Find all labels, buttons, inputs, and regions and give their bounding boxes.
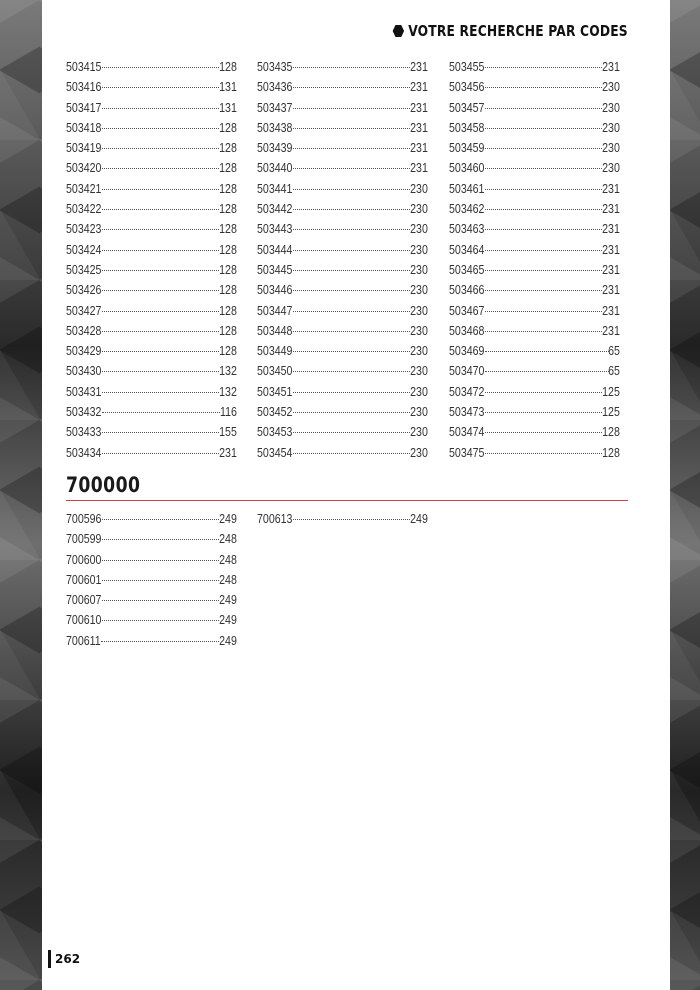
index-entry [449, 158, 620, 178]
leader-dots [485, 128, 602, 129]
entry-code: 503463 [449, 222, 485, 237]
entry-code: 503416 [66, 80, 102, 95]
entry-code: 503428 [66, 323, 102, 338]
index-entry [449, 382, 620, 402]
entry-code: 503433 [66, 425, 102, 440]
index-entry [257, 301, 428, 321]
entry-code: 503429 [66, 344, 102, 359]
entry-page: 230 [410, 425, 428, 440]
index-entry [449, 199, 620, 219]
index-entry [66, 98, 237, 118]
entry-page: 128 [219, 283, 237, 298]
leader-dots [485, 189, 602, 190]
index-entry [449, 341, 620, 361]
leader-dots [102, 270, 219, 271]
entry-code: 503465 [449, 262, 485, 277]
entry-code: 503423 [66, 222, 102, 237]
index-entry [66, 219, 237, 239]
leader-dots [102, 371, 219, 372]
leader-dots [293, 412, 410, 413]
leader-dots [293, 250, 410, 251]
entry-code: 503417 [66, 100, 102, 115]
entry-page: 65 [608, 364, 620, 379]
entry-code: 700613 [257, 512, 293, 526]
leader-dots [293, 189, 410, 190]
leader-dots [293, 87, 410, 88]
entry-page: 231 [602, 181, 620, 196]
entry-page: 230 [410, 181, 428, 196]
entry-page: 132 [219, 364, 237, 379]
index-entry [66, 240, 237, 260]
entry-code: 700601 [66, 572, 102, 587]
entry-code: 503419 [66, 141, 102, 156]
leader-dots [293, 432, 410, 433]
leader-dots [102, 250, 219, 251]
entry-page: 128 [602, 445, 620, 460]
leader-dots [485, 87, 602, 88]
index-entry [449, 57, 620, 77]
leader-dots [485, 331, 602, 332]
leader-dots [293, 331, 410, 332]
leader-dots [102, 108, 219, 109]
leader-dots [102, 311, 219, 312]
entry-page: 231 [410, 100, 428, 115]
index-column-2 [257, 57, 428, 463]
entry-code: 700596 [66, 512, 102, 526]
leader-dots [102, 189, 219, 190]
index-entry [66, 443, 237, 463]
leader-dots [485, 311, 602, 312]
index-entry [257, 260, 428, 280]
entry-page: 132 [219, 384, 237, 399]
leader-dots [293, 128, 410, 129]
entry-page: 231 [602, 242, 620, 257]
entry-page: 128 [219, 60, 237, 74]
index-entry [449, 260, 620, 280]
index-entry [449, 219, 620, 239]
leader-dots [485, 229, 602, 230]
entry-code: 503425 [66, 262, 102, 277]
leader-dots [102, 600, 219, 601]
entry-code: 503441 [257, 181, 293, 196]
entry-code: 503450 [257, 364, 293, 379]
leader-dots [293, 351, 410, 352]
entry-page: 230 [410, 283, 428, 298]
leader-dots [293, 311, 410, 312]
entry-page: 131 [219, 80, 237, 95]
entry-page: 128 [219, 344, 237, 359]
leader-dots [293, 209, 410, 210]
index-entry [66, 570, 237, 590]
entry-page: 230 [410, 384, 428, 399]
entry-page: 125 [602, 384, 620, 399]
entry-code: 503474 [449, 425, 485, 440]
index-entry [257, 219, 428, 239]
index-entry [66, 179, 237, 199]
entry-page: 231 [410, 141, 428, 156]
entry-page: 128 [219, 181, 237, 196]
index-entry [66, 529, 237, 549]
index-entry [257, 118, 428, 138]
page-header [393, 22, 628, 40]
page-number: 262 [55, 952, 81, 966]
entry-code: 700599 [66, 532, 102, 547]
entry-page: 131 [219, 100, 237, 115]
leader-dots [102, 148, 219, 149]
page-footer [48, 950, 80, 968]
entry-code: 503452 [257, 405, 293, 420]
entry-code: 503430 [66, 364, 102, 379]
entry-page: 230 [602, 161, 620, 176]
index-entry [449, 443, 620, 463]
leader-dots [485, 250, 602, 251]
leader-dots [485, 453, 602, 454]
entry-code: 503434 [66, 445, 102, 460]
entry-page: 231 [602, 303, 620, 318]
leader-dots [485, 67, 602, 68]
leader-dots [485, 412, 602, 413]
entry-page: 231 [410, 161, 428, 176]
leader-dots [102, 209, 219, 210]
entry-code: 503460 [449, 161, 485, 176]
section-column-2 [257, 509, 428, 529]
entry-page: 230 [410, 445, 428, 460]
index-entry [66, 550, 237, 570]
entry-code: 503432 [66, 405, 102, 420]
leader-dots [101, 641, 219, 642]
entry-code: 503467 [449, 303, 485, 318]
index-entry [257, 443, 428, 463]
entry-code: 503438 [257, 120, 293, 135]
index-entry [66, 118, 237, 138]
index-entry [449, 321, 620, 341]
entry-code: 503453 [257, 425, 293, 440]
entry-code: 700607 [66, 593, 102, 608]
index-entry [66, 199, 237, 219]
entry-code: 503458 [449, 120, 485, 135]
entry-page: 231 [410, 80, 428, 95]
index-entry [449, 301, 620, 321]
entry-page: 231 [602, 222, 620, 237]
entry-page: 230 [410, 405, 428, 420]
entry-page: 230 [410, 222, 428, 237]
entry-page: 249 [219, 593, 237, 608]
entry-page: 230 [602, 80, 620, 95]
entry-page: 128 [219, 161, 237, 176]
entry-code: 503456 [449, 80, 485, 95]
leader-dots [293, 519, 410, 520]
entry-page: 249 [219, 512, 237, 526]
index-entry [66, 321, 237, 341]
entry-page: 249 [410, 512, 428, 526]
index-entry [257, 402, 428, 422]
leader-dots [293, 148, 410, 149]
entry-code: 503426 [66, 283, 102, 298]
leader-dots [102, 168, 219, 169]
entry-code: 503440 [257, 161, 293, 176]
entry-code: 503451 [257, 384, 293, 399]
entry-code: 503445 [257, 262, 293, 277]
index-entry [257, 422, 428, 442]
leader-dots [102, 128, 219, 129]
index-entry [257, 199, 428, 219]
entry-code: 503415 [66, 60, 102, 74]
index-entry [449, 402, 620, 422]
entry-page: 231 [410, 60, 428, 74]
leader-dots [293, 392, 410, 393]
entry-code: 503431 [66, 384, 102, 399]
entry-code: 503457 [449, 100, 485, 115]
index-entry [257, 382, 428, 402]
entry-page: 230 [410, 323, 428, 338]
entry-page: 128 [219, 242, 237, 257]
entry-code: 503454 [257, 445, 293, 460]
index-entry [66, 341, 237, 361]
leader-dots [102, 620, 219, 621]
entry-code: 503437 [257, 100, 293, 115]
leader-dots [102, 432, 219, 433]
entry-page: 116 [220, 405, 237, 420]
index-entry [66, 77, 237, 97]
entry-page: 230 [410, 202, 428, 217]
entry-code: 503446 [257, 283, 293, 298]
index-entry [257, 280, 428, 300]
index-entry [449, 422, 620, 442]
index-entry [257, 77, 428, 97]
index-entry [66, 57, 237, 77]
entry-page: 231 [602, 60, 620, 74]
index-entry [257, 57, 428, 77]
index-entry [257, 158, 428, 178]
leader-dots [102, 87, 219, 88]
entry-page: 230 [410, 344, 428, 359]
entry-page: 249 [219, 613, 237, 628]
index-entry [66, 422, 237, 442]
hexagon-icon [393, 24, 404, 38]
leader-dots [293, 453, 410, 454]
entry-code: 503444 [257, 242, 293, 257]
entry-page: 231 [410, 120, 428, 135]
leader-dots [293, 168, 410, 169]
leader-dots [293, 229, 410, 230]
index-entry [257, 509, 428, 529]
entry-page: 128 [219, 202, 237, 217]
index-entry [257, 98, 428, 118]
entry-code: 503466 [449, 283, 485, 298]
index-entry [449, 280, 620, 300]
left-margin-texture [0, 0, 42, 990]
index-entry [66, 402, 237, 422]
entry-code: 503427 [66, 303, 102, 318]
leader-dots [102, 229, 219, 230]
entry-code: 503424 [66, 242, 102, 257]
section-title: 700000 [66, 473, 141, 497]
entry-code: 503461 [449, 181, 485, 196]
leader-dots [102, 351, 219, 352]
entry-page: 128 [219, 120, 237, 135]
entry-code: 503470 [449, 364, 485, 379]
section-column-1 [66, 509, 237, 651]
entry-code: 503462 [449, 202, 485, 217]
entry-page: 230 [602, 100, 620, 115]
entry-code: 503472 [449, 384, 485, 399]
entry-code: 700600 [66, 552, 102, 567]
entry-code: 503422 [66, 202, 102, 217]
leader-dots [485, 270, 602, 271]
index-entry [257, 240, 428, 260]
index-column-1 [66, 57, 237, 463]
leader-dots [102, 392, 219, 393]
leader-dots [485, 371, 609, 372]
entry-page: 248 [219, 572, 237, 587]
entry-code: 503439 [257, 141, 293, 156]
leader-dots [102, 412, 220, 413]
index-entry [66, 631, 237, 651]
index-entry [257, 179, 428, 199]
entry-page: 231 [602, 262, 620, 277]
index-entry [449, 179, 620, 199]
entry-code: 503468 [449, 323, 485, 338]
section-divider [66, 500, 628, 501]
index-entry [66, 590, 237, 610]
entry-code: 503443 [257, 222, 293, 237]
index-entry [449, 98, 620, 118]
right-margin-texture [670, 0, 700, 990]
entry-page: 230 [410, 242, 428, 257]
index-entry [66, 280, 237, 300]
index-entry [66, 301, 237, 321]
entry-code: 503464 [449, 242, 485, 257]
index-column-3 [449, 57, 620, 463]
leader-dots [485, 351, 609, 352]
index-entry [449, 361, 620, 381]
leader-dots [485, 392, 602, 393]
entry-page: 125 [602, 405, 620, 420]
index-entry [257, 321, 428, 341]
entry-page: 155 [219, 425, 237, 440]
leader-dots [485, 290, 602, 291]
leader-dots [102, 560, 219, 561]
leader-dots [102, 519, 219, 520]
entry-code: 503436 [257, 80, 293, 95]
footer-bar [48, 950, 51, 968]
index-entry [449, 118, 620, 138]
entry-page: 128 [219, 222, 237, 237]
entry-page: 231 [219, 445, 237, 460]
entry-page: 231 [602, 323, 620, 338]
entry-code: 503435 [257, 60, 293, 74]
index-entry [66, 382, 237, 402]
entry-page: 128 [602, 425, 620, 440]
leader-dots [102, 331, 219, 332]
entry-code: 503448 [257, 323, 293, 338]
entry-page: 128 [219, 262, 237, 277]
leader-dots [102, 453, 219, 454]
leader-dots [485, 108, 602, 109]
leader-dots [102, 290, 219, 291]
leader-dots [102, 580, 219, 581]
entry-code: 503420 [66, 161, 102, 176]
index-entry [257, 361, 428, 381]
index-entry [66, 610, 237, 630]
entry-page: 231 [602, 202, 620, 217]
index-entry [66, 509, 237, 529]
leader-dots [293, 290, 410, 291]
entry-page: 128 [219, 303, 237, 318]
leader-dots [102, 67, 219, 68]
entry-page: 249 [219, 633, 237, 648]
index-entry [257, 138, 428, 158]
leader-dots [293, 270, 410, 271]
entry-page: 230 [410, 303, 428, 318]
entry-code: 503455 [449, 60, 485, 74]
entry-page: 230 [602, 141, 620, 156]
entry-code: 503469 [449, 344, 485, 359]
leader-dots [293, 371, 410, 372]
entry-code: 503421 [66, 181, 102, 196]
index-entry [66, 361, 237, 381]
entry-code: 503447 [257, 303, 293, 318]
index-entry [449, 138, 620, 158]
entry-code: 503449 [257, 344, 293, 359]
index-entry [449, 240, 620, 260]
entry-page: 230 [602, 120, 620, 135]
entry-page: 128 [219, 141, 237, 156]
index-entry [449, 77, 620, 97]
header-title: VOTRE RECHERCHE PAR CODES [408, 22, 628, 40]
index-entry [66, 158, 237, 178]
leader-dots [485, 209, 602, 210]
entry-code: 503473 [449, 405, 485, 420]
entry-page: 248 [219, 552, 237, 567]
index-entry [257, 341, 428, 361]
leader-dots [485, 168, 602, 169]
entry-page: 65 [608, 344, 620, 359]
entry-page: 128 [219, 323, 237, 338]
entry-page: 230 [410, 262, 428, 277]
entry-page: 230 [410, 364, 428, 379]
entry-code: 503459 [449, 141, 485, 156]
entry-code: 700611 [66, 633, 101, 648]
entry-code: 700610 [66, 613, 102, 628]
index-entry [66, 260, 237, 280]
leader-dots [102, 539, 219, 540]
leader-dots [293, 108, 410, 109]
entry-page: 248 [219, 532, 237, 547]
leader-dots [485, 148, 602, 149]
entry-code: 503442 [257, 202, 293, 217]
page [42, 0, 670, 990]
entry-code: 503418 [66, 120, 102, 135]
index-entry [66, 138, 237, 158]
leader-dots [293, 67, 410, 68]
entry-page: 231 [602, 283, 620, 298]
leader-dots [485, 432, 602, 433]
entry-code: 503475 [449, 445, 485, 460]
